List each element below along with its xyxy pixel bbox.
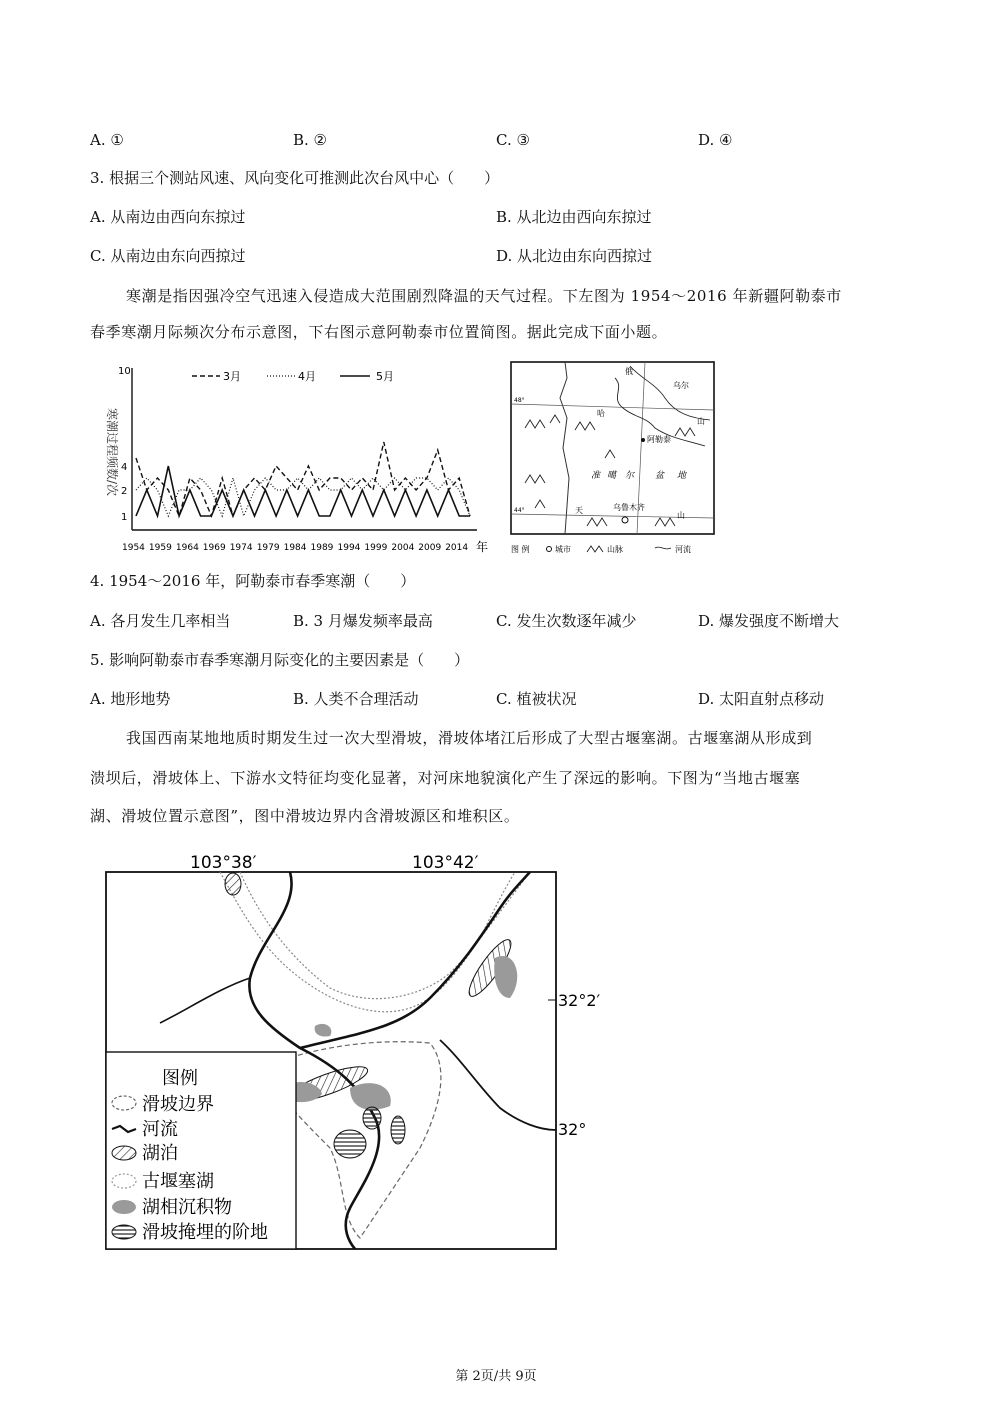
q5-option-d: D. 太阳直射点移动 xyxy=(698,690,825,708)
map1-label-12: 山 xyxy=(677,511,685,520)
lacustrine-deposit-3 xyxy=(494,956,517,998)
altay-location-map xyxy=(505,358,720,558)
lon-103-38: 103°38′ xyxy=(190,853,257,873)
map2-legend-boundary: 滑坡边界 xyxy=(142,1094,214,1115)
map1-label-8: 盆 xyxy=(655,471,665,481)
q5-option-a: A. 地形地势 xyxy=(90,690,171,708)
lat-32: 32° xyxy=(558,1120,587,1139)
x-tick-1974: 1974 xyxy=(229,543,253,553)
lon-103-42: 103°42′ xyxy=(412,853,479,873)
passage1-line2: 春季寒潮月际频次分布示意图，下右图示意阿勒泰市位置简图。据此完成下面小题。 xyxy=(90,323,668,341)
buried-terrace-1 xyxy=(334,1130,366,1158)
cold-wave-frequency-chart xyxy=(92,360,497,560)
x-tick-1984: 1984 xyxy=(283,543,307,553)
map1-label-11: 乌鲁木齐 xyxy=(613,503,645,512)
y-tick-4: 4 xyxy=(121,462,128,473)
x-tick-1994: 1994 xyxy=(337,543,361,553)
map1-label-9: 地 xyxy=(677,471,687,481)
map1-label-6: 噶 xyxy=(607,471,617,481)
map1-legend-city: 城市 xyxy=(555,545,571,554)
q4-option-c: C. 发生次数逐年减少 xyxy=(496,612,637,630)
map1-legend-mountain: 山脉 xyxy=(607,545,623,554)
map2-legend xyxy=(106,1052,296,1249)
lacustrine-deposit-2 xyxy=(350,1083,391,1110)
map1-label-3: 阿勒泰 xyxy=(647,435,671,444)
map2-legend-title: 图例 xyxy=(162,1068,198,1089)
map1-label-1: 乌尔 xyxy=(673,381,689,390)
map2-legend-deposit: 湖相沉积物 xyxy=(142,1197,232,1218)
legend-march: 3月 xyxy=(223,370,241,383)
y-tick-10: 10 xyxy=(118,366,131,377)
q2-option-d: D. ④ xyxy=(698,131,733,149)
passage2-line2: 溃坝后，滑坡体上、下游水文特征均变化显著，对河床地貌演化产生了深远的影响。下图为“当地古堰塞 xyxy=(90,769,801,787)
q3-option-a: A. 从南边由西向东掠过 xyxy=(90,208,246,226)
q4-option-d: D. 爆发强度不断增大 xyxy=(698,612,840,630)
buried-terrace-3 xyxy=(363,1107,381,1129)
x-tick-1969: 1969 xyxy=(202,543,226,553)
map1-label-4: 山 xyxy=(697,417,705,426)
x-tick-1954: 1954 xyxy=(122,543,145,553)
map1-label-7: 尔 xyxy=(625,471,635,481)
q3-option-b: B. 从北边由西向东掠过 xyxy=(496,208,652,226)
map2-legend-terrace: 滑坡掩埋的阶地 xyxy=(142,1222,268,1243)
map1-label-5: 准 xyxy=(591,471,601,481)
map2-legend-lake: 湖泊 xyxy=(142,1143,178,1164)
q4-stem: 4. 1954～2016 年，阿勒泰市春季寒潮（ ） xyxy=(90,572,416,590)
x-tick-1999: 1999 xyxy=(364,543,388,553)
q3-option-d: D. 从北边由东向西掠过 xyxy=(496,247,653,265)
map1-legend-title: 图 例 xyxy=(511,545,530,554)
x-tick-1979: 1979 xyxy=(256,543,280,553)
urumqi-city-symbol xyxy=(622,517,628,523)
y-tick-2: 2 xyxy=(121,486,128,497)
legend-may: 5月 xyxy=(376,370,394,383)
map1-label-0: 俄 xyxy=(625,367,633,376)
page-number: 第 2页/共 9页 xyxy=(455,1369,537,1384)
lacustrine-deposit-4 xyxy=(315,1024,332,1037)
x-tick-2009: 2009 xyxy=(418,543,442,553)
map2-legend-river: 河流 xyxy=(142,1119,178,1140)
series-line-2 xyxy=(136,478,470,516)
q4-option-b: B. 3 月爆发频率最高 xyxy=(293,612,433,630)
q3-stem: 3. 根据三个测站风速、风向变化可推测此次台风中心（ ） xyxy=(90,169,500,187)
y-axis-label: 寒潮过程频数/次 xyxy=(105,408,119,497)
passage1-line1: 寒潮是指因强冷空气迅速入侵造成大范围剧烈降温的天气过程。下左图为 1954～2016 年新疆阿勒泰市 xyxy=(126,287,842,305)
passage2-line3: 湖、滑坡位置示意图”，图中滑坡边界内含滑坡源区和堆积区。 xyxy=(90,807,520,825)
map1-label-2: 哈 xyxy=(597,409,605,418)
y-tick-1: 1 xyxy=(121,512,128,523)
map1-lat-48: 48° xyxy=(514,397,525,404)
map1-legend-river: 河流 xyxy=(675,545,691,554)
passage2-line1: 我国西南某地地质时期发生过一次大型滑坡，滑坡体堵江后形成了大型古堰塞湖。古堰塞湖从形成到 xyxy=(126,729,813,747)
q2-option-c: C. ③ xyxy=(496,131,530,149)
q4-option-a: A. 各月发生几率相当 xyxy=(90,612,231,630)
q5-stem: 5. 影响阿勒泰市春季寒潮月际变化的主要因素是（ ） xyxy=(90,651,470,669)
legend-april: 4月 xyxy=(298,370,316,383)
lake-hatched-3 xyxy=(225,873,241,895)
q2-option-b: B. ② xyxy=(293,131,328,149)
x-tick-1959: 1959 xyxy=(148,543,172,553)
q5-option-c: C. 植被状况 xyxy=(496,690,577,708)
x-tick-2014: 2014 xyxy=(445,543,469,553)
map1-lat-44: 44° xyxy=(514,507,525,514)
q2-option-a: A. ① xyxy=(90,131,124,149)
q5-option-b: B. 人类不合理活动 xyxy=(293,690,419,708)
buried-terrace-2 xyxy=(391,1116,405,1144)
x-tick-1964: 1964 xyxy=(175,543,199,553)
x-axis-unit: 年 xyxy=(476,540,489,554)
lat-32-2: 32°2′ xyxy=(558,991,601,1010)
altay-city-dot xyxy=(641,438,645,442)
x-tick-2004: 2004 xyxy=(391,543,415,553)
x-tick-1989: 1989 xyxy=(310,543,334,553)
q3-option-c: C. 从南边由东向西掠过 xyxy=(90,247,246,265)
map2-legend-ancient-lake: 古堰塞湖 xyxy=(142,1171,214,1192)
landslide-lake-map xyxy=(100,848,630,1258)
map1-label-10: 天 xyxy=(575,506,583,515)
